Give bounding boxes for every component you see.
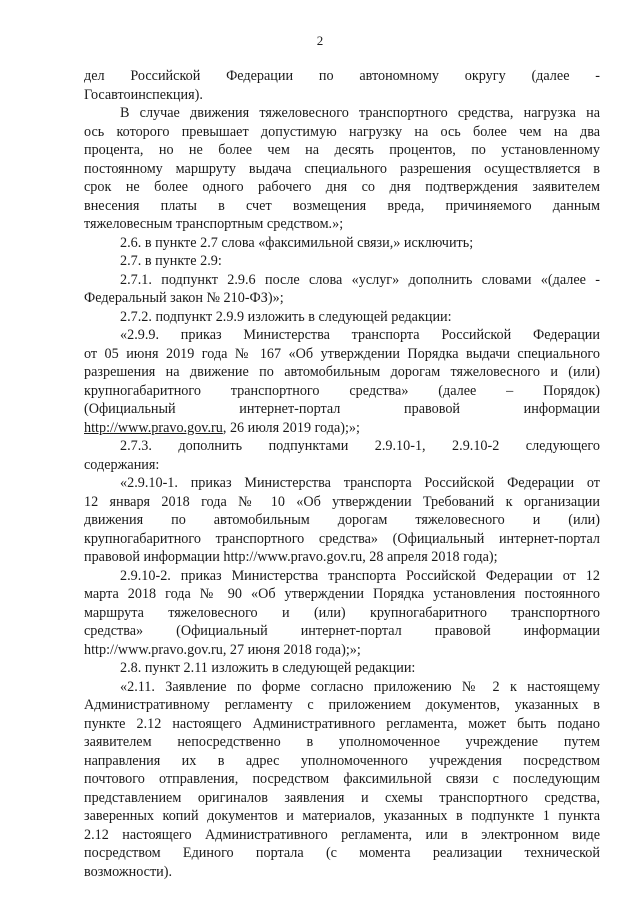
text-line: 2.9.10-2. приказ Министерства транспорта Российской Федерации от 12 bbox=[120, 567, 600, 584]
text-line: «2.11. Заявление по форме согласно приложению № 2 к настоящему bbox=[120, 678, 600, 695]
text-line: срок не более одного рабочего дня со дня подтверждения заявителем bbox=[84, 179, 600, 195]
body-text bbox=[84, 67, 600, 881]
text-line: 2.7.3. дополнить подпунктами 2.9.10-1, 2.9.10-2 следующего bbox=[120, 438, 600, 454]
text-line: 2.7. в пункте 2.9: bbox=[120, 253, 222, 269]
text-line: марта 2018 года № 90 «Об утверждении Порядка установления постоянного bbox=[84, 586, 600, 602]
page-number: 2 bbox=[316, 33, 324, 48]
text-line: Госавтоинспекция). bbox=[84, 86, 203, 103]
text-line: правовой информации http://www.pravo.gov.ru, 28 апреля 2018 года); bbox=[84, 549, 498, 565]
text-line: 2.12 настоящего Административного регламента, или в электронном виде bbox=[84, 826, 600, 843]
text-line: средства» (Официальный интернет-портал правовой информации bbox=[84, 623, 600, 639]
text-line: посредством Единого портала (с момента реализации технической bbox=[84, 845, 600, 861]
text-line: 2.7.1. подпункт 2.9.6 после слова «услуг» дополнить словами «(далее - bbox=[120, 271, 600, 288]
text-line: разрешения на движение по автомобильным дорогам тяжеловесного и (или) bbox=[84, 364, 600, 380]
text-line: дел Российской Федерации по автономному округу (далее - bbox=[84, 68, 600, 84]
text-line: 2.7.2. подпункт 2.9.9 изложить в следующей редакции: bbox=[120, 308, 452, 325]
text-line-with-link bbox=[84, 419, 600, 438]
text-line: «2.9.9. приказ Министерства транспорта Российской Федерации bbox=[120, 327, 600, 343]
text-line: ось которого превышает допустимую нагрузку на ось более чем на два bbox=[84, 123, 600, 140]
text-line: почтового отправления, посредством факсимильной связи с последующим bbox=[84, 771, 600, 787]
text-line: тяжеловесным транспортным средством.»; bbox=[84, 216, 344, 232]
pravo-gov-link[interactable]: http://www.pravo.gov.ru bbox=[84, 419, 223, 436]
text-line: пункте 2.12 настоящего Административного регламента, может быть подано bbox=[84, 715, 600, 732]
text-line: от 05 июня 2019 года № 167 «Об утверждении Порядка выдачи специального bbox=[84, 345, 600, 362]
text-line: крупногабаритного транспортного средства» (Официальный интернет-портал bbox=[84, 530, 600, 547]
text-line: заявителем непосредственно в уполномоченное учреждение путем bbox=[84, 734, 600, 750]
text-line: заверенных копий документов и материалов, указанных в подпункте 1 пункта bbox=[84, 808, 600, 824]
text-line: 12 января 2018 года № 10 «Об утверждении Требований к организации bbox=[84, 493, 600, 510]
text-line: процента, но не более чем на десять процентов, по установленному bbox=[84, 142, 600, 158]
text-line: 2.6. в пункте 2.7 слова «факсимильной связи,» исключить; bbox=[120, 234, 474, 251]
text-line: внесения платы в счет возмещения вреда, причиняемого данным bbox=[84, 197, 600, 214]
text-line: 2.8. пункт 2.11 изложить в следующей редакции: bbox=[120, 660, 416, 676]
text-line: Федеральный закон № 210-ФЗ)»; bbox=[84, 290, 284, 306]
text-line: «2.9.10-1. приказ Министерства транспорта Российской Федерации от bbox=[120, 475, 600, 491]
text-line: маршрута тяжеловесного и (или) крупногабаритного транспортного bbox=[84, 604, 600, 621]
text-line: крупногабаритного транспортного средства» (далее – Порядок) bbox=[84, 382, 600, 399]
text-line: Административному регламенту с приложением документов, указанных в bbox=[84, 697, 600, 713]
text-line: представлением оригиналов заявления и схемы транспортного средства, bbox=[84, 789, 600, 806]
text-line: движения по автомобильным дорогам тяжеловесного и (или) bbox=[84, 512, 600, 528]
text-line: направления их в адрес уполномоченного учреждения посредством bbox=[84, 752, 600, 769]
text-line: (Официальный интернет-портал правовой информации bbox=[84, 401, 600, 417]
text-line: содержания: bbox=[84, 456, 160, 473]
text-line: постоянному маршруту выдача специального разрешения осуществляется в bbox=[84, 160, 600, 177]
text-line: возможности). bbox=[84, 863, 173, 880]
text-line: http://www.pravo.gov.ru, 27 июня 2018 года);»; bbox=[84, 641, 361, 658]
link-line-rest: , 26 июля 2019 года);»; bbox=[222, 419, 360, 436]
text-line: В случае движения тяжеловесного транспортного средства, нагрузка на bbox=[120, 105, 600, 121]
